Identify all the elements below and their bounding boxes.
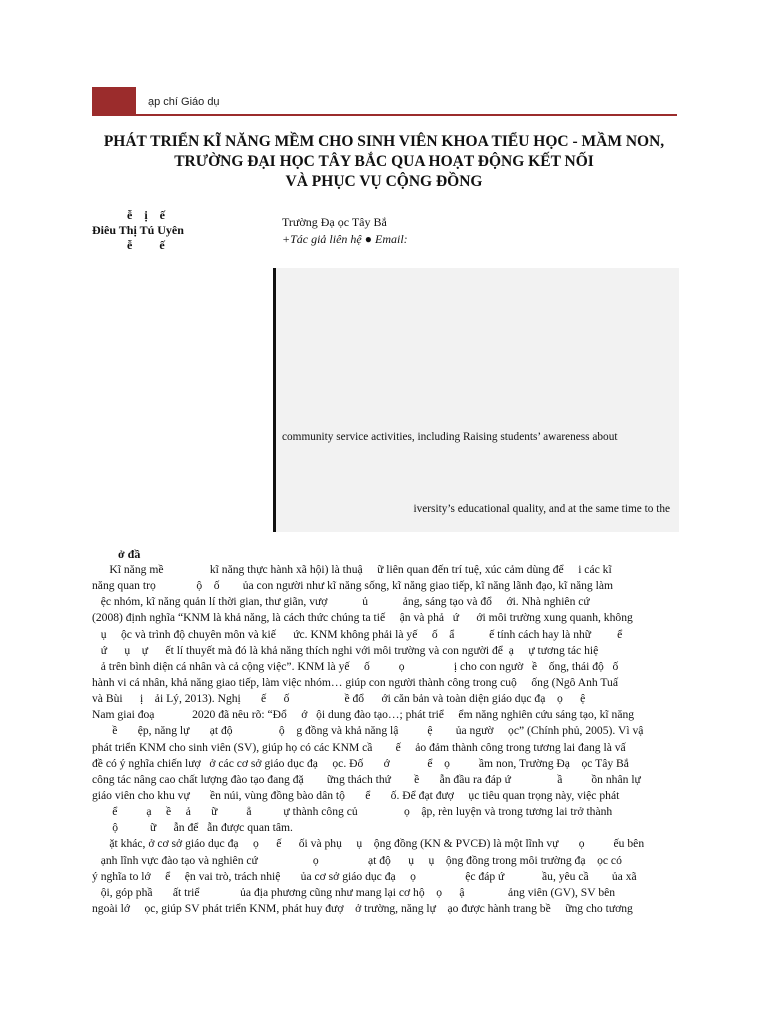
body-text bbox=[92, 562, 677, 917]
body-line: ngoài lớ ọc, giúp SV phát triển KNM, phát huy đượ ở trường, năng lự ạo được hành trang bề ững cho tương bbox=[92, 901, 633, 915]
body-line: Nam giai đoạ 2020 đã nêu rõ: “Đổ ớ ội dung đào tạo…; phát triể ểm năng nghiên cứu sáng tạo, kĩ năng bbox=[92, 708, 635, 722]
body-line: ý nghĩa to lớ ể ện vai trò, trách nhiệ ủa cơ sở giáo dục đạ ọ ệc đáp ứ ầu, yêu cầ ủa xã bbox=[92, 869, 637, 883]
author-marks-top: ễ ị ế bbox=[127, 208, 165, 222]
journal-name: ạp chí Giáo dụ bbox=[148, 96, 220, 108]
body-line: hành vi cá nhân, khả năng giao tiếp, làm việc nhóm… giúp con người thành công trong cuộ ống (Ngô Anh Tuấ bbox=[92, 675, 618, 689]
body-line: phát triển KNM cho sinh viên (SV), giúp họ có các KNM cầ ế ảo đảm thành công trong tương lai đang là vấ bbox=[92, 740, 626, 754]
body-line: năng quan trọ ộ ố ủa con người như kĩ năng sống, kĩ năng giao tiếp, kĩ năng lãnh đạo, kĩ năng làm bbox=[92, 579, 614, 593]
title-line-2: TRƯỜNG ĐẠI HỌC TÂY BẮC QUA HOẠT ĐỘNG KẾT NỐI bbox=[174, 153, 594, 170]
body-line: ội, góp phầ ất triể ủa địa phương cũng như mang lại cơ hộ ọ ậ ảng viên (GV), SV bên bbox=[92, 885, 616, 899]
body-line: công tác nâng cao chất lượng đào tạo đang đặ ững thách thứ ề ẫn đầu ra đáp ứ ầ ồn nhân lự bbox=[92, 772, 641, 786]
body-line: ứ ụ ự ết lí thuyết mà đó là khả năng thích nghi với môi trường và con người để ạ ự tương tác hiệ bbox=[92, 643, 599, 657]
body-line: ạnh lĩnh vực đào tạo và nghiên cứ ọ ạt độ ụ ụ ộng đồng trong môi trường đạ ọc có bbox=[92, 853, 622, 867]
body-line: đề có ý nghĩa chiến lượ ở các cơ sở giáo dục đạ ọc. Đố ớ ể ọ ầm non, Trường Đạ ọc Tây Bắ bbox=[92, 756, 629, 770]
body-line: ả trên bình diện cá nhân và cả cộng việc”. KNM là yế ố ọ ị cho con ngườ ề ống, thái độ ố bbox=[92, 659, 619, 673]
body-line: và Bùi ị ải Lý, 2013). Nghị ế ố ề đổ ới căn bản và toàn diện giáo dục đạ ọ ệ bbox=[92, 692, 586, 706]
author-name: Điêu Thị Tú Uyên bbox=[92, 223, 184, 237]
title-line-1: PHÁT TRIỂN KĨ NĂNG MỀM CHO SINH VIÊN KHOA TIỂU HỌC - MẦM NON, bbox=[103, 133, 665, 150]
journal-logo-block bbox=[92, 87, 136, 115]
title-line-3: VÀ PHỤC VỤ CỘNG ĐỒNG bbox=[285, 173, 483, 190]
header-rule bbox=[92, 114, 677, 116]
body-line: ặt khác, ở cơ sở giáo dục đạ ọ ế ối và phụ ụ ộng đồng (KN & PVCĐ) là một lĩnh vự ọ ếu bên bbox=[92, 837, 645, 851]
author-marks-bottom: ễ ế bbox=[127, 238, 165, 252]
section-heading: ở đầ bbox=[118, 547, 141, 561]
body-line: (2008) định nghĩa “KNM là khả năng, là cách thức chúng ta tiế ận và phả ứ ới môi trường xung quanh, không bbox=[92, 611, 633, 625]
abstract-line-2: iversity’s educational quality, and at the same time to the bbox=[413, 503, 670, 515]
body-line: giáo viên cho khu vự ền núi, vùng đồng bào dân tộ ể ố. Để đạt đượ ục tiêu quan trọng này, việc phát bbox=[92, 788, 620, 802]
body-line: ụ ộc và trình độ chuyên môn và kiế ức. KNM không phải là yế ố ẩ ế tính cách hay là nhữ ể bbox=[92, 627, 623, 641]
abstract-box bbox=[273, 268, 679, 532]
body-line: ộ ữ ẫn để ẫn được quan tâm. bbox=[92, 821, 293, 835]
author-contact: +Tác giả liên hệ ● Email: bbox=[282, 232, 408, 246]
abstract-line-1: community service activities, including Raising students’ awareness about bbox=[282, 431, 618, 443]
body-line: ề ệp, năng lự ạt độ ộ g đồng và khả năng lậ ệ ủa ngườ ọc” (Chính phủ, 2005). Vì vậ bbox=[92, 724, 644, 738]
body-line: ệc nhóm, kĩ năng quản lí thời gian, thư giãn, vượ ủ ảng, sáng tạo và đổ ới. Nhà nghiên cứ bbox=[92, 595, 590, 609]
article-title bbox=[80, 132, 688, 192]
author-affiliation: Trường Đạ ọc Tây Bắ bbox=[282, 215, 387, 229]
body-line: Kĩ năng mề kĩ năng thực hành xã hội) là thuậ ữ liên quan đến trí tuệ, xúc cảm dùng để i các kĩ bbox=[92, 563, 612, 576]
body-line: ể ạ ề ả ữ ẳ ự thành công củ ọ ập, rèn luyện và trong tương lai trở thành bbox=[92, 805, 613, 819]
